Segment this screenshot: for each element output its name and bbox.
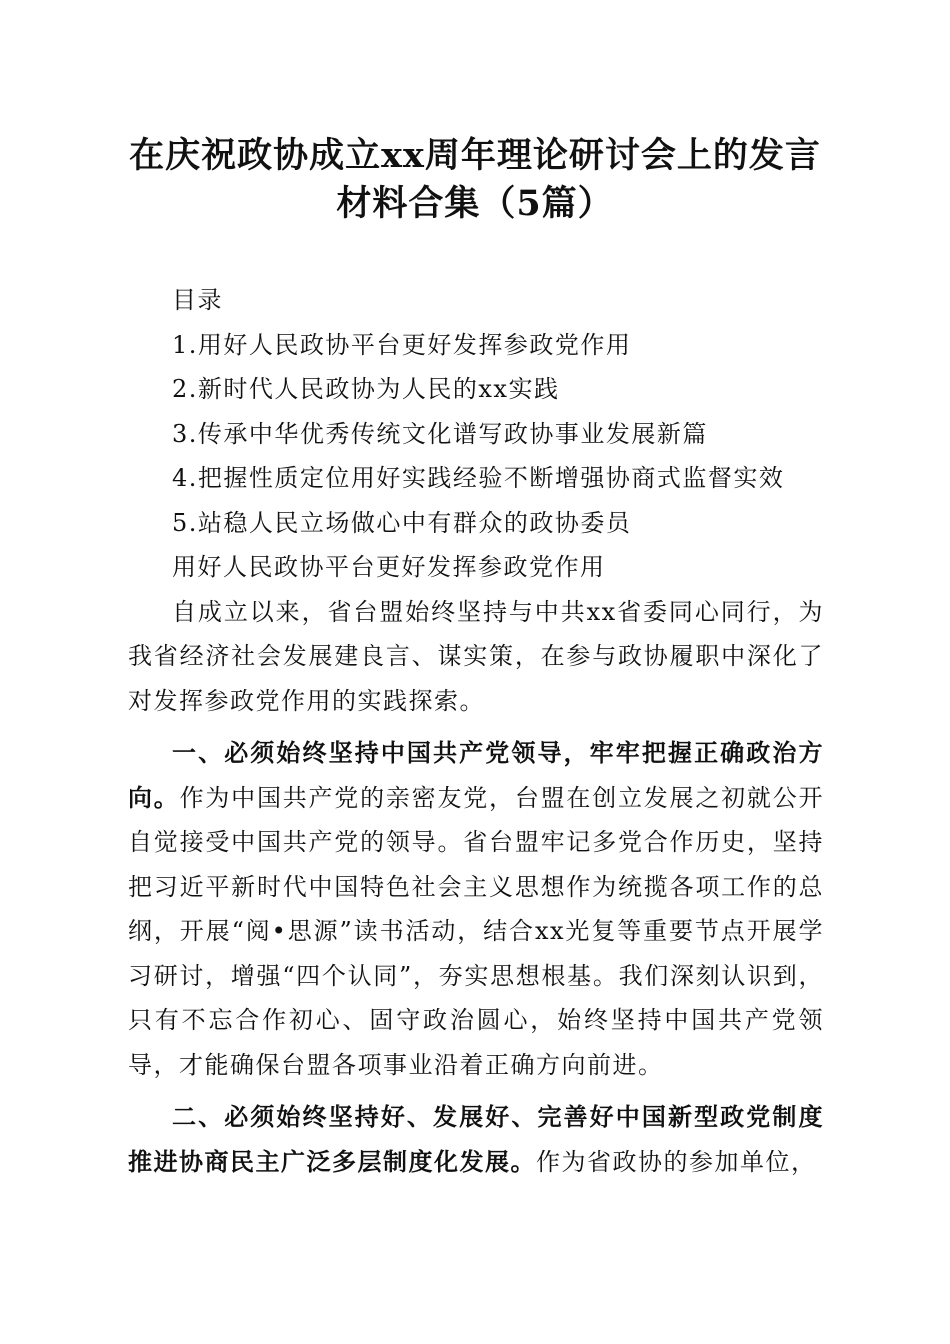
section-paragraph [128,1095,824,1184]
toc-item: 2.新时代人民政协为人民的xx实践 [172,375,560,403]
section-heading: 二、必须始终坚持好、发展好、完善好中国新型政党制度推进协商民主广泛多层制度化发展。 [128,1103,824,1176]
toc-item: 3.传承中华优秀传统文化谱写政协事业发展新篇 [172,419,708,448]
intro-paragraph: 自成立以来，省台盟始终坚持与中共xx省委同心同行，为我省经济社会发展建良言、谋实策，在参与政协履职中深化了对发挥参政党作用的实践探索。 [128,597,824,715]
toc-item: 5.站稳人民立场做心中有群众的政协委员 [172,508,632,537]
section-text: 作为中国共产党的亲密友党，台盟在创立发展之初就公开自觉接受中国共产党的领导。省台盟牢记多党合作历史，坚持把习近平新时代中国特色社会主义思想作为统揽各项工作的总纲，开展“阅•思源”读书活动，结合xx光复等重要节点开展学习研讨，增强“四个认同”，夯实思想根基。我们深刻认识到，只有不忘合作初心、固守政治圆心，始终坚持中国共产党领导，才能确保台盟各项事业沿着正确方向前进。 [128,783,824,1079]
title-line-2: 材料合集（5篇） [336,183,614,224]
section-paragraph [128,731,824,1087]
toc-heading: 目录 [172,286,223,314]
article-title: 用好人民政协平台更好发挥参政党作用 [172,553,606,581]
toc-item: 4.把握性质定位用好实践经验不断增强协商式监督实效 [172,464,785,492]
toc-item: 1.用好人民政协平台更好发挥参政党作用 [172,330,632,359]
section-heading: 一、必须始终坚持中国共产党领导，牢牢把握正确政治方向。 [128,739,824,812]
section-text: 作为省政协的参加单位， [536,1147,817,1176]
title-line-1: 在庆祝政协成立xx周年理论研讨会上的发言 [129,135,821,176]
document-body [128,278,824,1184]
document-title [0,132,950,228]
